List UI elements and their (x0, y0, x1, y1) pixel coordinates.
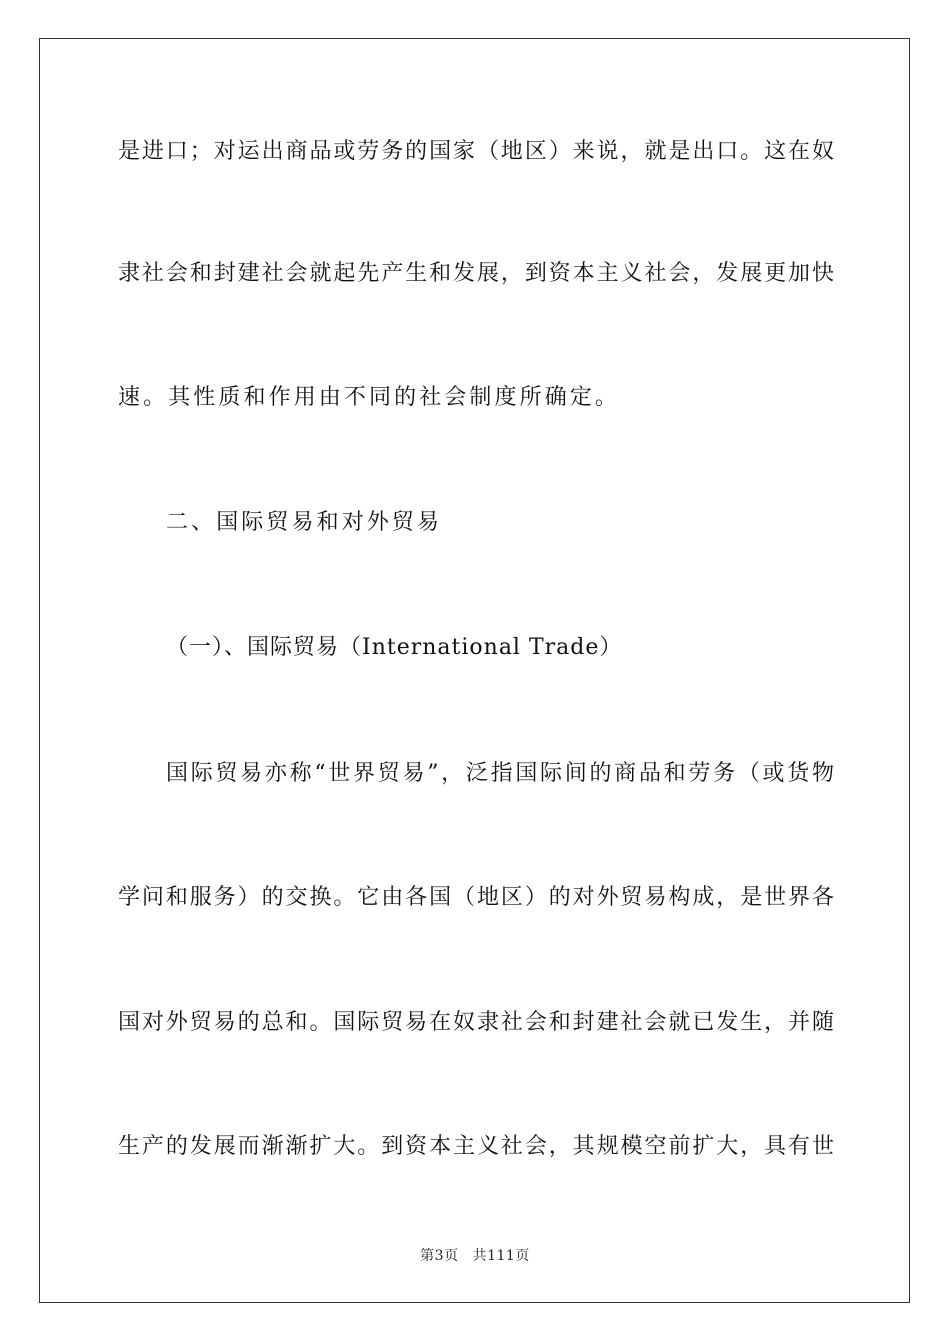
paragraph-line: 生产的发展而渐渐扩大。到资本主义社会，其规模空前扩大，具有世 (118, 1134, 834, 1159)
page-frame (39, 38, 910, 1303)
paragraph-line: 国际贸易亦称“世界贸易”，泛指国际间的商品和劳务（或货物 (166, 761, 834, 786)
paragraph-line: 隶社会和封建社会就起先产生和发展，到资本主义社会，发展更加快 (118, 261, 834, 286)
section-heading: 二、国际贸易和对外贸易 (166, 510, 443, 535)
subsection-heading: （一）、国际贸易（International Trade） (166, 635, 623, 660)
paragraph-line: 学问和服务）的交换。它由各国（地区）的对外贸易构成，是世界各 (118, 885, 834, 910)
total-pages: 共111页 (472, 1248, 530, 1264)
paragraph-line: 国对外贸易的总和。国际贸易在奴隶社会和封建社会就已发生，并随 (118, 1010, 834, 1035)
page-footer (0, 1247, 950, 1265)
page-number: 第3页 (420, 1248, 459, 1264)
paragraph-line: 速。其性质和作用由不同的社会制度所确定。 (118, 385, 621, 410)
paragraph-line: 是进口；对运出商品或劳务的国家（地区）来说，就是出口。这在奴 (118, 139, 834, 164)
